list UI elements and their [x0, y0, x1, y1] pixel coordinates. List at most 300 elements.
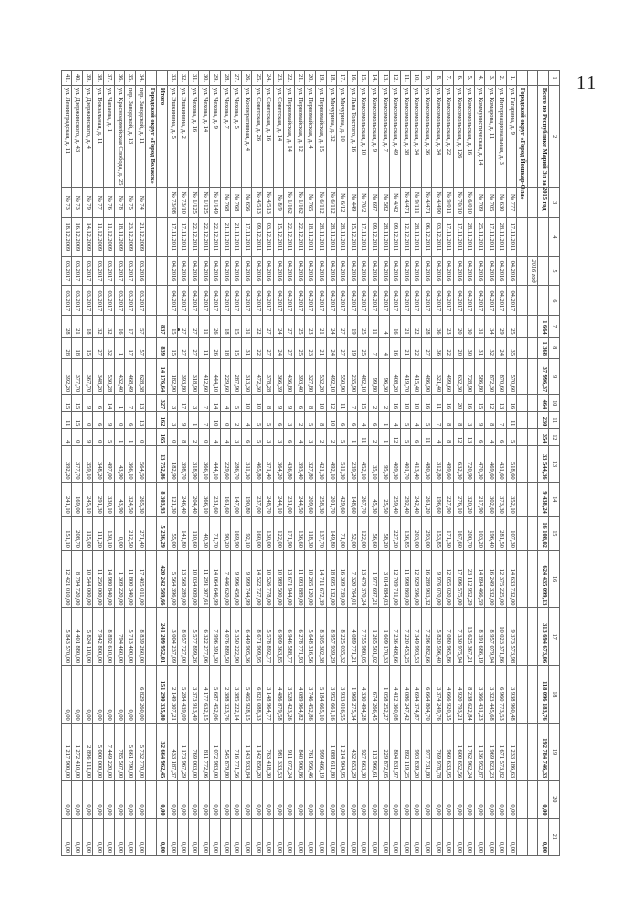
table-cell: 5 820 596,40	[432, 608, 443, 666]
table-cell: 1 143 933,84	[241, 723, 252, 781]
table-cell: 37 996,37	[538, 358, 549, 394]
column-number: 20	[549, 781, 560, 818]
table-cell: 4 330 494,28	[358, 666, 369, 724]
table-row	[294, 71, 305, 856]
table-cell: 2.	[496, 71, 507, 86]
table-cell: 10	[411, 395, 422, 412]
table-cell: № 6/010	[464, 188, 475, 218]
table-cell: 11	[199, 337, 210, 358]
table-cell: 4	[220, 429, 231, 446]
table-cell: 200,70	[464, 516, 475, 550]
table-cell: 371,40	[262, 446, 273, 482]
table-cell: 18	[82, 316, 93, 337]
table-cell	[157, 218, 168, 256]
table-cell: 9 996 458,00	[231, 550, 242, 608]
table-cell: 432,40	[114, 358, 125, 394]
table-cell: 7	[347, 395, 358, 412]
table-cell: 769 003,00	[188, 723, 199, 781]
table-cell: 8	[453, 412, 464, 429]
table-cell: 10 989 500,00	[273, 550, 284, 608]
table-cell: 482,10	[358, 358, 369, 394]
table-cell: 0,00	[252, 818, 263, 855]
table-cell: ул. Первомайская, д. 12	[294, 85, 305, 187]
table-cell: № 768	[220, 188, 231, 218]
table-cell	[517, 516, 528, 550]
table-cell: 04.2016	[464, 256, 475, 286]
table-cell: 0,00	[61, 818, 72, 855]
table-cell: 122,00	[358, 516, 369, 550]
column-number: 3	[549, 188, 560, 218]
table-cell: 231,60	[210, 482, 221, 516]
table-cell: 03.2017	[82, 286, 93, 316]
column-number: 19	[549, 723, 560, 781]
table-cell: 182,90	[167, 446, 178, 482]
table-cell: 04.2016	[305, 256, 316, 286]
table-cell: ул. Кооперативная, д. 4	[241, 85, 252, 187]
table-cell: ул. Комсомольская, д. 22	[443, 85, 454, 187]
table-cell: 03.2017	[72, 286, 83, 316]
table-cell: 3 014 884,03	[379, 550, 390, 608]
table-cell: 04.2017	[337, 286, 348, 316]
table-cell: 24.	[262, 71, 273, 86]
table-cell: 0,00	[199, 781, 210, 818]
table-cell: 6 449 905,36	[241, 608, 252, 666]
table-row	[93, 71, 104, 856]
table-cell: 4 401 880,00	[72, 608, 83, 666]
table-cell: 103,20	[474, 516, 485, 550]
table-cell: 960 633,95	[443, 723, 454, 781]
table-cell: 0,00	[252, 781, 263, 818]
table-cell: 25.11.2011	[474, 218, 485, 256]
table-cell: № 1/162	[294, 188, 305, 218]
table-cell: 464	[538, 395, 549, 412]
table-cell: 0,00	[506, 818, 517, 855]
table-cell: 27	[178, 316, 189, 337]
table-cell: 39.	[82, 71, 93, 86]
table-cell: 0,00	[284, 781, 295, 818]
table-cell: 3	[231, 429, 242, 446]
table-cell: 04.2016	[273, 256, 284, 286]
table-cell: 27	[284, 337, 295, 358]
table-cell: ул. Вокзальная, д. 11	[93, 85, 104, 187]
table-cell: 366,10	[199, 482, 210, 516]
table-row	[231, 71, 242, 856]
table-cell: 16.	[347, 71, 358, 86]
table-cell: 1 368	[538, 337, 549, 358]
table-cell: 4	[485, 429, 496, 446]
table-cell: 23.	[273, 71, 284, 86]
table-cell: 5	[337, 429, 348, 446]
table-cell: № 4/471	[400, 188, 411, 218]
table-cell: 34.	[135, 71, 146, 86]
table-cell: 165	[157, 429, 168, 446]
table-cell: 0,00	[538, 781, 549, 818]
table-cell: 1	[379, 429, 390, 446]
column-number: 15	[549, 516, 560, 550]
table-cell: 14	[104, 395, 115, 412]
table-cell: 14 633 732,00	[506, 550, 517, 608]
table-cell: 1 058 252,27	[379, 666, 390, 724]
table-cell: 0,00	[188, 818, 199, 855]
table-cell: 0,00	[294, 818, 305, 855]
table-cell: 421,30	[315, 446, 326, 482]
table-cell: 1 217 900,00	[61, 723, 72, 781]
table-cell: 6	[474, 429, 485, 446]
table-cell: 6 946 588,77	[284, 608, 295, 666]
table-cell: 17.11.2011	[506, 218, 517, 256]
table-cell: 20	[453, 316, 464, 337]
table-cell: 5 564 396,00	[167, 550, 178, 608]
table-cell: 130,10	[104, 516, 115, 550]
table-cell: ул. Комсомольская, д. 34	[411, 85, 422, 187]
table-cell: 3 323 445,68	[485, 666, 496, 724]
table-cell: 17	[125, 316, 136, 337]
table-cell: 8 391 686,19	[474, 608, 485, 666]
table-cell: 03.2017	[104, 286, 115, 316]
table-cell: 377,70	[72, 358, 83, 394]
table-cell: 0,00	[61, 781, 72, 818]
table-row	[443, 71, 454, 856]
table-cell: 8 225 035,32	[337, 608, 348, 666]
table-cell: № 4/490	[432, 188, 443, 218]
table-cell	[517, 71, 528, 86]
table-cell: 11	[61, 412, 72, 429]
table-cell	[527, 316, 538, 337]
table-cell: 564,50	[135, 446, 146, 482]
table-cell: 3 933 016,55	[337, 666, 348, 724]
table-cell: 04.2016	[485, 256, 496, 286]
table-cell: 7	[125, 395, 136, 412]
table-cell: 7 320 764,01	[347, 550, 358, 608]
table-cell: 0,00	[114, 516, 125, 550]
table-cell: 804 831,97	[390, 723, 401, 781]
table-cell: 11.12.2009	[104, 218, 115, 256]
table-row	[400, 71, 411, 856]
table-cell: 436,80	[284, 358, 295, 394]
table-cell: 0,00	[315, 781, 326, 818]
table-cell: 31	[474, 316, 485, 337]
table-cell: 229 872,05	[379, 723, 390, 781]
table-cell: № 656	[241, 188, 252, 218]
table-cell: 5	[506, 429, 517, 446]
table-cell: 03.2017	[61, 256, 72, 286]
table-cell: 1	[347, 429, 358, 446]
table-cell: 872,30	[485, 358, 496, 394]
table-cell: 16	[421, 395, 432, 412]
table-cell: 0,00	[390, 818, 401, 855]
table-cell: 4 666 920,35	[443, 666, 454, 724]
table-cell: 14 176,64	[157, 358, 168, 394]
table-cell	[527, 666, 538, 724]
table-cell: 11	[199, 316, 210, 337]
table-cell: 8	[485, 412, 496, 429]
table-cell: 115,00	[82, 516, 93, 550]
table-cell: 217,90	[474, 482, 485, 516]
table-cell: 209,60	[305, 482, 316, 516]
column-number: 21	[549, 818, 560, 855]
table-cell	[527, 781, 538, 818]
table-cell: 196,40	[485, 516, 496, 550]
table-cell: 7 942 800,00	[93, 608, 104, 666]
table-cell: 27	[337, 316, 348, 337]
table-cell: 18	[220, 337, 231, 358]
table-cell: 17.11.2011	[178, 218, 189, 256]
table-cell	[517, 608, 528, 666]
table-cell: 4	[210, 429, 221, 446]
table-cell: 313,30	[241, 358, 252, 394]
table-cell: 0,00	[432, 781, 443, 818]
table-cell: 3 385 222,14	[231, 666, 242, 724]
table-cell	[146, 395, 157, 412]
table-cell: 196,60	[432, 482, 443, 516]
column-number: 2	[549, 85, 560, 187]
table-cell: 5 236,29	[157, 516, 168, 550]
table-cell	[517, 446, 528, 482]
table-row	[135, 71, 146, 856]
table-cell	[527, 395, 538, 412]
table-cell: 0,00	[125, 781, 136, 818]
table-cell	[527, 188, 538, 218]
table-cell: 32	[104, 337, 115, 358]
table-cell: 0	[167, 429, 178, 446]
table-cell: 9	[82, 395, 93, 412]
table-cell: 04.2017	[167, 286, 178, 316]
table-cell: 04.2017	[315, 286, 326, 316]
table-cell: 0,00	[485, 818, 496, 855]
table-cell: 0,00	[93, 818, 104, 855]
table-cell: 10	[210, 412, 221, 429]
table-cell: 2	[188, 429, 199, 446]
table-cell: 8 238 622,84	[464, 666, 475, 724]
table-row	[178, 71, 189, 856]
table-cell	[538, 256, 549, 286]
table-cell: 56,60	[368, 516, 379, 550]
table-cell: 1	[188, 412, 199, 429]
table-cell: 35,10	[368, 446, 379, 482]
table-cell: 4 920 793,21	[453, 666, 464, 724]
table-cell: 11 291 307,61	[199, 550, 210, 608]
table-cell: 246,40	[178, 482, 189, 516]
table-cell: 16 289 903,32	[421, 550, 432, 608]
table-cell: 0,00	[199, 818, 210, 855]
table-cell: ул. Первомайская, д. 14	[284, 85, 295, 187]
table-cell: 0,00	[104, 818, 115, 855]
table-cell: 204,40	[188, 482, 199, 516]
table-cell	[527, 482, 538, 516]
table-cell	[517, 395, 528, 412]
table-cell	[146, 316, 157, 337]
table-cell: 27	[178, 337, 189, 358]
table-cell: № 4/513	[262, 188, 273, 218]
table-cell: 229,60	[220, 446, 231, 482]
table-cell: 25	[294, 316, 305, 337]
table-cell: 17 405 011,00	[135, 550, 146, 608]
table-cell: 632,30	[453, 358, 464, 394]
table-cell: 0	[135, 429, 146, 446]
table-cell: 1 272 410,00	[72, 723, 83, 781]
table-cell: 244,10	[273, 482, 284, 516]
table-cell: 0,00	[453, 781, 464, 818]
table-cell: 716 771,56	[231, 723, 242, 781]
table-cell: 28	[61, 337, 72, 358]
table-cell: 359,10	[82, 446, 93, 482]
table-cell	[527, 608, 538, 666]
table-cell: 37.	[104, 71, 115, 86]
table-cell: 5	[400, 412, 411, 429]
table-cell: 04.2016	[506, 256, 517, 286]
table-cell: 04.2017	[453, 286, 464, 316]
table-cell: 0,00	[421, 781, 432, 818]
table-cell: 0,00	[347, 818, 358, 855]
table-cell: 313 694 673,06	[538, 608, 549, 666]
table-cell: 11	[506, 412, 517, 429]
table-cell: 8 794 720,00	[72, 550, 83, 608]
table-cell	[517, 358, 528, 394]
table-cell: 486,90	[421, 358, 432, 394]
table-cell: 27.	[231, 71, 242, 86]
table-cell: 17.11.2011	[358, 218, 369, 256]
table-cell: 586,80	[474, 358, 485, 394]
table-cell: 318,90	[188, 358, 199, 394]
table-cell: 5 732 770,00	[135, 723, 146, 781]
table-cell: 4 086 247,42	[400, 666, 411, 724]
table-cell: 0,00	[220, 781, 231, 818]
table-cell: 293,00	[421, 516, 432, 550]
table-cell: 432 653,29	[347, 723, 358, 781]
table-cell: 04.2017	[188, 286, 199, 316]
table-body	[61, 71, 548, 856]
table-cell: 16	[443, 395, 454, 412]
table-row	[315, 71, 326, 856]
table-cell: 14 064 646,99	[210, 550, 221, 608]
table-cell: 0,00	[305, 818, 316, 855]
table-cell: 1 977 697,21	[368, 550, 379, 608]
table-row	[368, 71, 379, 856]
table-row	[474, 71, 485, 856]
table-cell: 248,70	[262, 482, 273, 516]
table-cell: 25.	[252, 71, 263, 86]
table-row	[61, 71, 72, 856]
table-cell: 7 236 468,66	[390, 608, 401, 666]
table-cell: 5	[104, 429, 115, 446]
table-cell: 04.2016	[453, 256, 464, 286]
table-cell: 22	[443, 337, 454, 358]
table-cell: 1 600 652,56	[453, 723, 464, 781]
table-cell: № 79	[82, 188, 93, 218]
table-cell: 35	[506, 337, 517, 358]
table-cell: 348,20	[93, 358, 104, 394]
table-cell: 23 112 952,29	[464, 550, 475, 608]
table-cell: 27	[284, 316, 295, 337]
table-cell: 57	[135, 337, 146, 358]
table-cell: 15	[72, 395, 83, 412]
table-cell: 1 072 983,00	[210, 723, 221, 781]
table-cell: 0,00	[315, 818, 326, 855]
table-cell: 118,30	[305, 516, 316, 550]
table-cell: 1	[125, 429, 136, 446]
table-cell: 95,30	[379, 446, 390, 482]
table-cell: 0,00	[485, 781, 496, 818]
table-cell: 0,00	[220, 818, 231, 855]
table-cell: 04.2016	[294, 256, 305, 286]
table-cell: 378,28	[262, 358, 273, 394]
table-cell: 392,20	[61, 358, 72, 394]
table-cell: 465,80	[252, 446, 263, 482]
table-cell: 17.	[337, 71, 348, 86]
table-cell: 13	[135, 395, 146, 412]
table-cell: 0,00	[262, 781, 273, 818]
table-cell	[527, 218, 538, 256]
total-row	[157, 71, 168, 856]
table-row	[485, 71, 496, 856]
table-cell: 840 906,86	[294, 723, 305, 781]
table-cell	[527, 818, 538, 855]
table-row	[188, 71, 199, 856]
table-cell: 7 296 882,66	[421, 608, 432, 666]
table-cell: 4 089 964,82	[294, 666, 305, 724]
table-cell: 32	[485, 337, 496, 358]
table-cell: 231,00	[284, 482, 295, 516]
table-cell: 241 209 952,01	[157, 608, 168, 666]
table-cell: 153,85	[432, 516, 443, 550]
table-row	[72, 71, 83, 856]
table-cell: 2016 год	[527, 256, 538, 286]
table-cell: 11 250 000,00	[93, 550, 104, 608]
table-cell: 5 465 928,15	[241, 666, 252, 724]
table-cell: 92,10	[241, 516, 252, 550]
page-number: 11	[576, 72, 598, 94]
table-cell	[146, 256, 157, 286]
table-cell: 26	[210, 316, 221, 337]
table-cell: 30.	[199, 71, 210, 86]
table-cell: 1 664	[538, 316, 549, 337]
table-cell	[157, 188, 168, 218]
table-cell: 259,40	[390, 482, 401, 516]
table-cell: 04.2017	[443, 286, 454, 316]
table-cell: № 1/125	[188, 188, 199, 218]
table-cell: 0,00	[368, 781, 379, 818]
table-cell: 190,80	[241, 482, 252, 516]
table-cell: 04.2016	[210, 256, 221, 286]
table-cell: Городской округ «Город Волжск»	[146, 85, 157, 187]
table-cell: 17	[125, 337, 136, 358]
table-cell: № 582	[379, 188, 390, 218]
table-cell: 04.2016	[326, 256, 337, 286]
table-cell: 04.2016	[400, 256, 411, 286]
table-cell: Итого	[157, 85, 168, 187]
table-cell: ул. Коммунистическая, д. 14	[474, 85, 485, 187]
table-cell: 3 004 237,09	[167, 608, 178, 666]
table-cell: 03.12.2011	[432, 218, 443, 256]
table-cell: 499,60	[443, 358, 454, 394]
table-cell: 15	[231, 316, 242, 337]
table-cell: 90,20	[220, 516, 231, 550]
table-cell	[527, 412, 538, 429]
table-cell: 3 528 423,26	[284, 666, 295, 724]
table-cell: 04.2017	[496, 286, 507, 316]
table-cell: № 70/2	[358, 188, 369, 218]
table-cell: 04.2017	[485, 286, 496, 316]
table-cell: 18.12.2009	[61, 218, 72, 256]
table-cell: 3	[273, 429, 284, 446]
table-cell: 9	[273, 395, 284, 412]
table-cell: 8	[443, 429, 454, 446]
table-cell: 9	[82, 429, 93, 446]
table-cell	[146, 723, 157, 781]
table-cell: 22	[252, 337, 263, 358]
table-cell: № 6/112	[326, 188, 337, 218]
table-row	[358, 71, 369, 856]
